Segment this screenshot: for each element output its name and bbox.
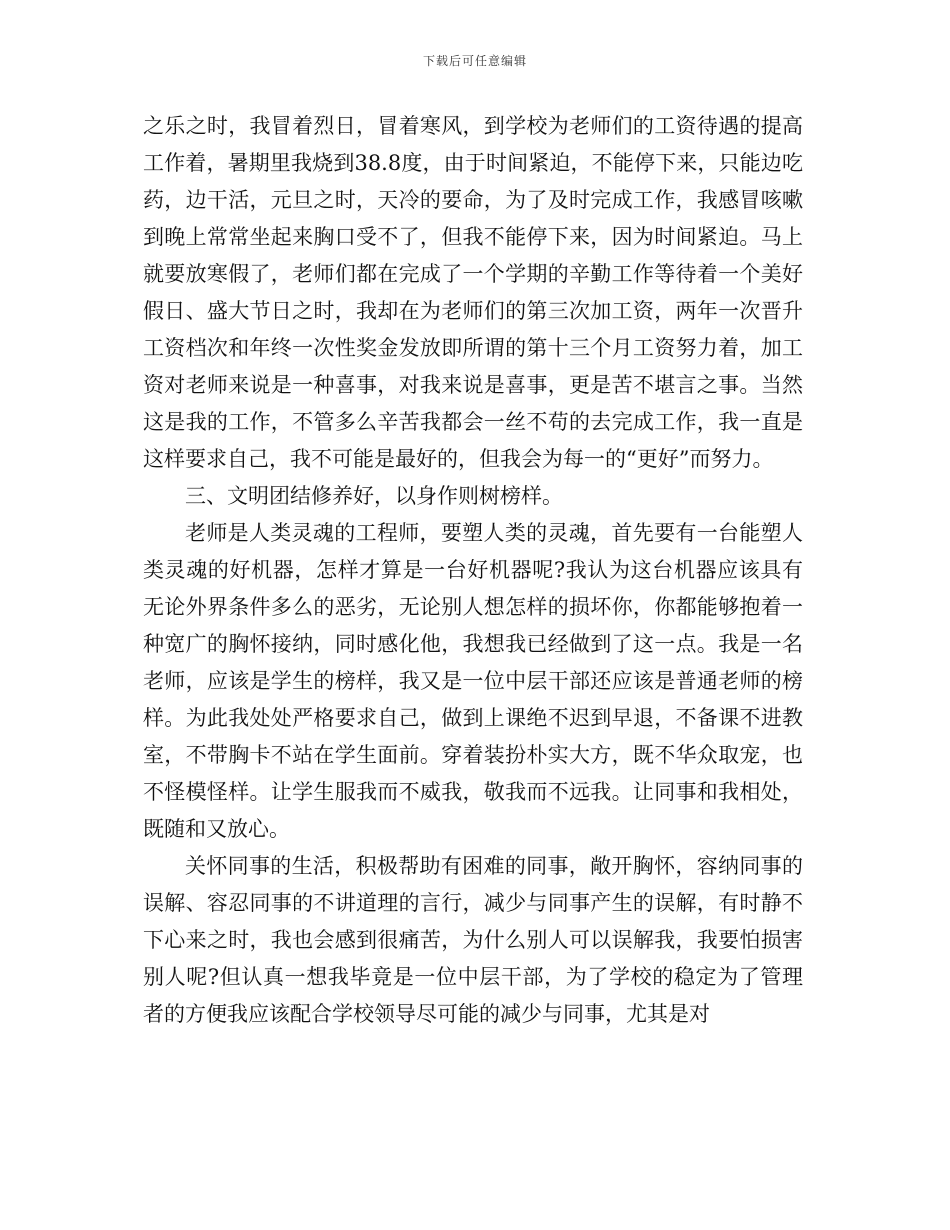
- section-heading: 三、文明团结修养好，以身作则树榜样。: [185, 484, 563, 508]
- paragraph-2: 老师是人类灵魂的工程师，要塑人类的灵魂，首先要有一台能塑人类灵魂的好机器，怎样才算是一台好机器呢?我认为这台机器应该具有无论外界条件多么的恶劣，无论别人想怎样的损坏你，你都能够抱着一种宽广的胸怀接纳，同时感化他，我想我已经做到了这一点。我是一名老师，应该是学生的榜样，我又是一位中层干部还应该是普通老师的榜样。为此我处处严格要求自己，做到上课绝不迟到早退，不备课不进教室，不带胸卡不站在学生面前。穿着装扮朴实大方，既不华众取宠，也不怪模怪样。让学生服我而不威我，敬我而不远我。让同事和我相处，既随和又放心。: [143, 521, 803, 841]
- document-body: [143, 108, 803, 1033]
- page-header: 下载后可任意编辑: [422, 54, 527, 68]
- paragraph-1: 之乐之时，我冒着烈日，冒着寒风，到学校为老师们的工资待遇的提高工作着，暑期里我烧到38.8度，由于时间紧迫，不能停下来，只能边吃药，边干活，元旦之时，天冷的要命，为了及时完成工作，我感冒咳嗽到晚上常常坐起来胸口受不了，但我不能停下来，因为时间紧迫。马上就要放寒假了，老师们都在完成了一个学期的辛勤工作等待着一个美好假日、盛大节日之时，我却在为老师们的第三次加工资，两年一次晋升工资档次和年终一次性奖金发放即所谓的第十三个月工资努力着，加工资对老师来说是一种喜事，对我来说是喜事，更是苦不堪言之事。当然这是我的工作，不管多么辛苦我都会一丝不苟的去完成工作，我一直是这样要求自己，我不可能是最好的，但我会为每一的“更好”而努力。: [143, 114, 803, 471]
- paragraph-3: 关怀同事的生活，积极帮助有困难的同事，敞开胸怀，容纳同事的误解、容忍同事的不讲道理的言行，减少与同事产生的误解，有时静不下心来之时，我也会感到很痛苦，为什么别人可以误解我，我要怕损害别人呢?但认真一想我毕竟是一位中层干部，为了学校的稳定为了管理者的方便我应该配合学校领导尽可能的减少与同事，尤其是对: [143, 854, 803, 1026]
